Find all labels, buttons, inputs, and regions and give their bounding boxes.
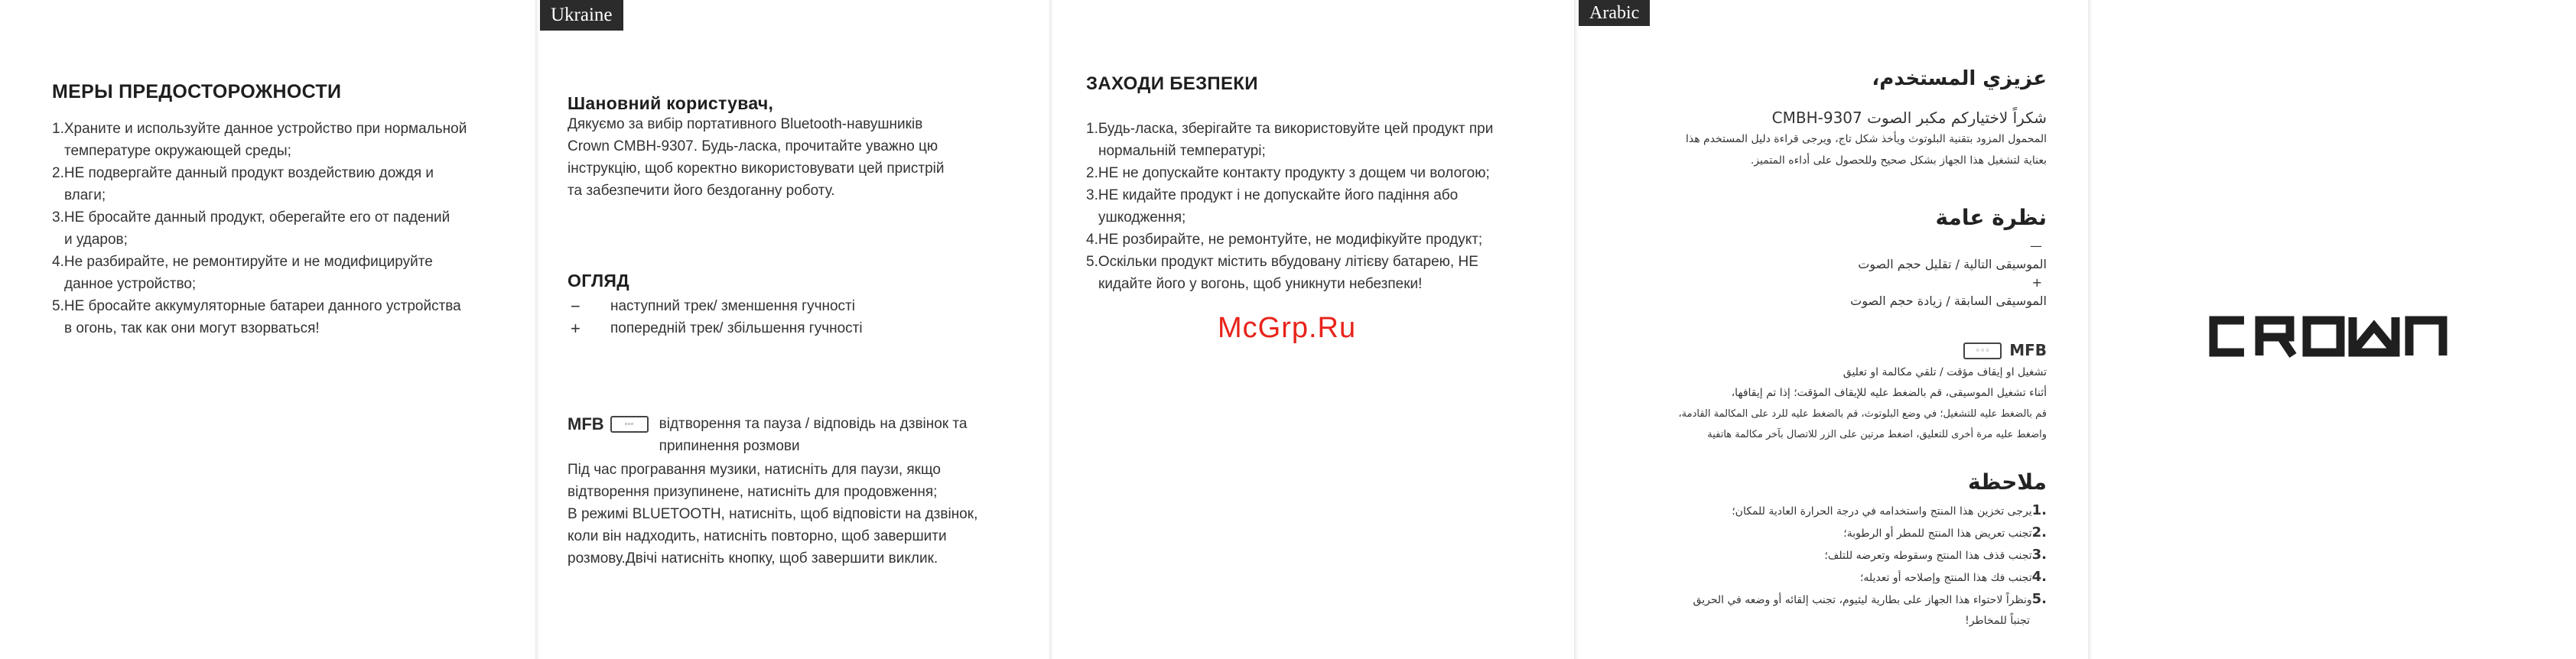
note-number: .3: [2031, 547, 2047, 563]
note-number: .1: [2031, 502, 2047, 518]
safety-line: нормальній температурі;: [1098, 143, 1266, 159]
arabic-mfb-text: [1678, 362, 2047, 445]
arabic-overview-title: نظرة عامة: [1935, 205, 2047, 230]
arabic-intro-line: بعناية لتشغيل هذا الجهاز بشكل صحيح وللحصول على أداءه المتميز.: [1750, 154, 2047, 167]
note-number: .4: [2031, 569, 2047, 585]
russian-line: температуре окружающей среды;: [64, 143, 291, 159]
mfb-text-line: розмову.Двічі натисніть кнопку, щоб завершити виклик.: [568, 550, 938, 566]
russian-line: 3.НЕ бросайте данный продукт, оберегайте его от падений: [52, 209, 450, 226]
safety-title: ЗАХОДИ БЕЗПЕКИ: [1086, 73, 1258, 94]
ukraine-intro-line: інструкцію, щоб коректно використовувати цей пристрій: [568, 161, 945, 177]
russian-line: данное устройство;: [64, 276, 197, 292]
mfb-desc-line: відтворення та пауза / відповідь на дзвінок та: [659, 416, 968, 432]
logo-letter-o: [2307, 320, 2340, 352]
ukraine-mfb: [568, 413, 967, 457]
mfb-text-line: відтворення призупинене, натисніть для продовження;: [568, 484, 938, 500]
ukraine-intro-line: Дякуємо за вибір портативного Bluetooth-навушників: [568, 116, 923, 132]
ukraine-intro-line: Crown CMBH-9307. Будь-ласка, прочитайте уважно цю: [568, 138, 938, 154]
arabic-note: [1693, 522, 2047, 544]
russian-line: 5.НЕ бросайте аккумуляторные батареи данного устройства: [52, 298, 461, 314]
panel-russian: [0, 0, 535, 659]
russian-precautions: [52, 118, 467, 339]
russian-line: в огонь, так как они могут взорваться!: [64, 320, 320, 336]
ukraine-intro: [568, 113, 944, 202]
russian-line: и ударов;: [64, 232, 128, 248]
arabic-plus-icon: +: [2031, 275, 2042, 290]
russian-line: 4.Не разбирайте, не ремонтируйте и не модифицируйте: [52, 254, 433, 270]
note-text: يرجى تخزين هذا المنتج واستخدامه في درجة الحرارة العادية للمكان؛: [1732, 505, 2032, 518]
overview-row: [568, 317, 863, 339]
russian-title: МЕРЫ ПРЕДОСТОРОЖНОСТИ: [52, 81, 342, 102]
note-text: تجنب فك هذا المنتج وإصلاحه أو تعديله؛: [1859, 572, 2032, 584]
arabic-tab: Arabic: [1579, 0, 1650, 26]
arabic-mfb-line: قم بالضغط عليه للتشغيل؛ في وضع البلوتوث، قم بالضغط عليه للرد على المكالمة القادمة،: [1678, 408, 2047, 420]
arabic-greeting: عزيزي المستخدم،: [1872, 67, 2047, 90]
note-text: تجنب قذف هذا المنتج وسقوطه وتعرضه للتلف؛: [1824, 550, 2032, 562]
arabic-mfb-line: تشغيل او إيقاف مؤقت / تلقي مكالمة او تعليق: [1843, 366, 2047, 378]
mfb-text-line: Під час програвання музики, натисніть для паузи, якщо: [568, 462, 941, 478]
ukraine-greeting: Шановний користувач,: [568, 93, 774, 113]
note-number: .5: [2031, 591, 2047, 607]
arabic-minus-icon: —: [2030, 239, 2042, 253]
arabic-mfb-line: واضغط عليه مرة أخرى للتعليق، اضغط مرتين على الزر للاتصال بآخر مكالمة هاتفية: [1707, 429, 2047, 440]
logo-letter-w: [2353, 317, 2395, 352]
logo-letter-c: [2213, 320, 2244, 352]
arabic-note: [1693, 589, 2047, 611]
safety-line: 2.НЕ не допускайте контакту продукту з дощем чи вологою;: [1086, 165, 1490, 181]
safety-line: 1.Будь-ласка, зберігайте та використовуйте цей продукт при: [1086, 121, 1494, 137]
arabic-intro-line: المحمول المزود بتقنية البلوتوث ويأخذ شكل تاج، ويرجى قراءة دليل المستخدم هذا: [1685, 133, 2047, 145]
safety-list: [1086, 118, 1493, 295]
mfb-desc-line: припинення розмови: [659, 438, 800, 454]
arabic-mfb: [1963, 339, 2047, 362]
arabic-intro-line: شكراً لاختياركم مكبر الصوت CMBH-9307: [1771, 109, 2047, 127]
overview-text: попередній трек/ збільшення гучності: [610, 320, 863, 336]
arabic-note: [1693, 566, 2047, 589]
watermark: McGrp.Ru: [1218, 312, 1357, 344]
russian-line: влаги;: [64, 187, 106, 203]
mfb-button-icon: ◦◦◦: [610, 416, 649, 433]
arabic-notes-title: ملاحظة: [1967, 469, 2047, 495]
ukraine-mfb-text: [568, 459, 977, 570]
arabic-intro: [1686, 107, 2047, 171]
minus-icon: −: [571, 297, 581, 316]
note-text: تجنب تعريض هذا المنتج للمطر أو الرطوبة؛: [1843, 528, 2032, 540]
arabic-overview-text: الموسيقى التالية / تقليل حجم الصوت: [1858, 257, 2047, 271]
arabic-note: [1693, 500, 2047, 522]
russian-line: 1.Храните и используйте данное устройство при нормальной: [52, 121, 467, 137]
note-text: ونظراً لاحتواء هذا الجهاز على بطارية ليثيوم، تجنب إلقائه أو وضعه في الحريق: [1693, 594, 2032, 606]
panel-arabic: [1579, 0, 2088, 659]
panel-ukraine: [540, 0, 1049, 659]
arabic-note-tail: تجنباً للمخاطر!: [1965, 615, 2030, 627]
safety-line: 3.НЕ кидайте продукт і не допускайте його падіння або: [1086, 187, 1459, 203]
arabic-mfb-label: MFB: [2009, 341, 2047, 359]
arabic-note: [1693, 544, 2047, 566]
ukraine-tab: Ukraine: [540, 0, 623, 31]
overview-text: наступний трек/ зменшення гучності: [610, 298, 855, 314]
mfb-description: [659, 413, 968, 457]
logo-letter-r: [2259, 320, 2293, 355]
russian-line: 2.НЕ подвергайте данный продукт воздействию дождя и: [52, 165, 434, 181]
logo-letter-n: [2409, 320, 2443, 355]
crown-logo: [2204, 314, 2452, 359]
overview-row: [568, 295, 863, 317]
arabic-notes: [1693, 500, 2047, 631]
safety-line: 4.НЕ розбирайте, не ремонтуйте, не модифікуйте продукт;: [1086, 232, 1483, 248]
mfb-text-line: коли він надходить, натисніть повторно, щоб завершити: [568, 528, 947, 544]
mfb-label: MFB: [568, 414, 604, 433]
mfb-text-line: В режимі BLUETOOTH, натисніть, щоб відповісти на дзвінок,: [568, 506, 978, 522]
ukraine-overview-title: ОГЛЯД: [568, 271, 629, 291]
arabic-mfb-line: أثناء تشغيل الموسيقى، قم بالضغط عليه للإيقاف المؤقت؛ إذا تم إيقافها،: [1731, 387, 2047, 399]
safety-line: ушкодження;: [1098, 209, 1186, 226]
arabic-mfb-button-icon: ◦◦◦: [1963, 342, 2002, 359]
safety-line: кидайте його у вогонь, щоб уникнути небезпеки!: [1098, 276, 1423, 292]
arabic-overview: [1850, 237, 2047, 310]
safety-line: 5.Оскільки продукт містить вбудовану літієву батарею, НЕ: [1086, 254, 1478, 270]
ukraine-intro-line: та забезпечити його бездоганну роботу.: [568, 183, 835, 199]
ukraine-overview: [568, 295, 863, 339]
note-number: .2: [2031, 524, 2047, 541]
arabic-overview-text: الموسيقى السابقة / زيادة حجم الصوت: [1850, 294, 2047, 308]
plus-icon: +: [571, 319, 581, 338]
